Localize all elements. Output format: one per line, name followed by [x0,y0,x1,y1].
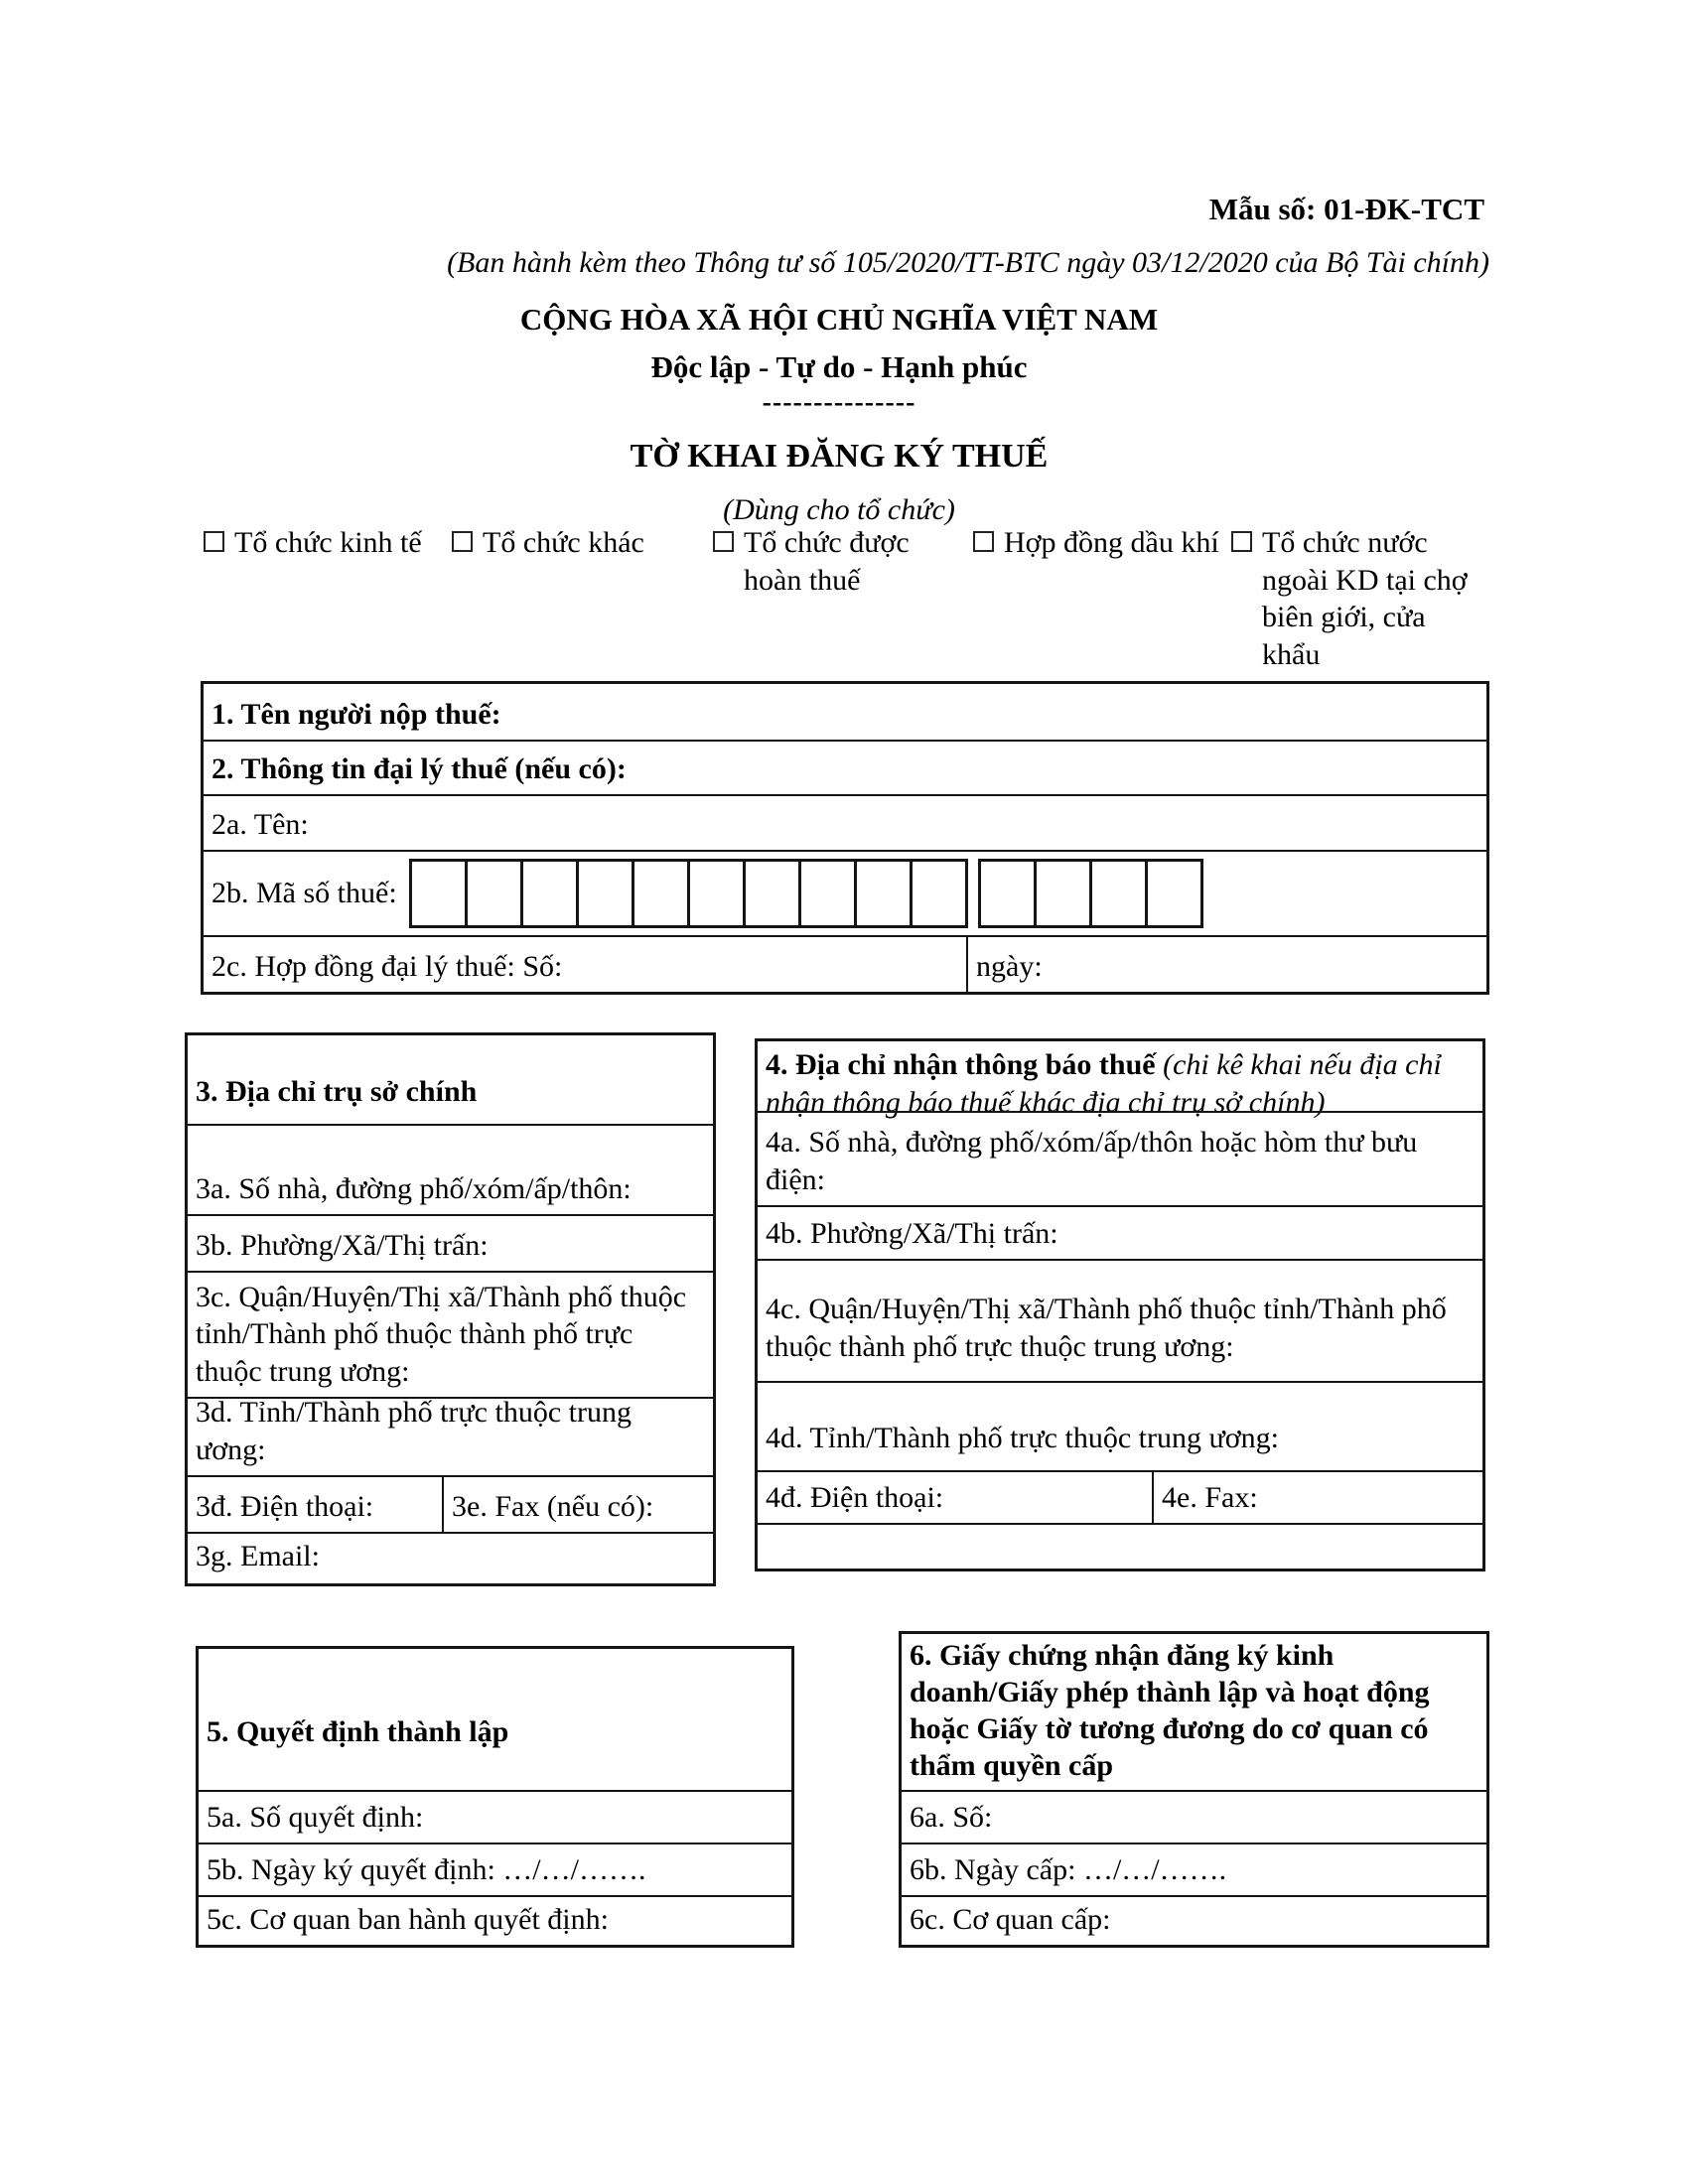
entity-option-label: Tổ chức khác [483,526,644,559]
tax-code-digit-box[interactable] [1089,859,1148,928]
tax-code-digit-box[interactable] [409,859,468,928]
agent-name-label: 2a. Tên: [211,807,309,841]
section4-title: 4. Địa chỉ nhận thông báo thuế [766,1048,1156,1081]
motto-line2: Độc lập - Tự do - Hạnh phúc [650,348,1028,384]
table-row [204,935,1486,992]
agent-info-label: 2. Thông tin đại lý thuế (nếu có): [211,751,627,785]
checkbox-to-chuc-kinh-te[interactable] [204,531,224,552]
section5-date-label: 5b. Ngày ký quyết định: …/…/……. [207,1852,646,1886]
table-row [204,850,1486,935]
table-row [204,740,1486,794]
form-subtitle: (Dùng cho tổ chức) [723,493,955,526]
tax-code-digit-box[interactable] [576,859,634,928]
entity-option-kinh-te [204,524,447,562]
checkbox-to-chuc-duoc-hoan-thue[interactable] [713,531,734,552]
taxpayer-name-row [204,684,1486,740]
section3-district-row[interactable] [188,1273,713,1397]
table-row [902,1843,1486,1895]
form-number: Mẫu số: 01-ĐK-TCT [1208,192,1484,226]
table-row [188,1214,713,1271]
checkbox-to-chuc-nuoc-ngoai[interactable] [1231,531,1252,552]
tax-code-digit-box[interactable] [687,859,746,928]
table-notice-address [755,1038,1485,1571]
taxpayer-name-label: 1. Tên người nộp thuế: [211,697,501,731]
table-row [902,1790,1486,1843]
section4-street-label: 4a. Số nhà, đường phố/xóm/ấp/thôn hoặc hòm thư bưu điện: [766,1126,1418,1196]
section4-district-row[interactable] [758,1261,1482,1381]
agent-name-row[interactable] [204,796,1486,850]
entity-option-dau-khi [973,524,1226,562]
table-row [758,1523,1482,1536]
agent-contract-label: 2c. Hợp đồng đại lý thuế: Số: [211,949,563,983]
section6-header [902,1634,1486,1790]
table-row [758,1111,1482,1205]
section6-title: 6. Giấy chứng nhận đăng ký kinh doanh/Giấy phép thành lập và hoạt động hoặc Giấy tờ tương đương do cơ quan có thẩm quyền cấp [910,1639,1430,1782]
section6-date-label: 6b. Ngày cấp: …/…/……. [910,1852,1227,1886]
table-business-certificate [899,1631,1489,1948]
tax-code-box-group-1 [409,859,968,928]
tax-code-digit-box[interactable] [978,859,1037,928]
section3-fax-label: 3e. Fax (nếu có): [452,1489,654,1523]
entity-option-label: Tổ chức nước ngoài KD tại chợ biên giới, cửa khẩu [1262,526,1468,671]
section5-issuer-row[interactable] [199,1897,791,1946]
section3-title: 3. Địa chỉ trụ sở chính [196,1074,478,1108]
section4-street-row[interactable] [758,1113,1482,1205]
checkbox-to-chuc-khac[interactable] [452,531,473,552]
entity-option-hoan-thue [713,524,926,599]
agent-contract-date-cell[interactable] [966,937,1486,992]
table-row [758,1041,1482,1119]
table-establishment-decision [196,1646,794,1948]
table-row [204,684,1486,740]
section5-date-row[interactable] [199,1844,791,1895]
table-row [758,1205,1482,1259]
section3-phone-label: 3đ. Điện thoại: [196,1489,374,1523]
entity-option-label: Hợp đồng dầu khí [1004,526,1219,559]
tax-code-digit-box[interactable] [910,859,968,928]
section6-number-row[interactable] [902,1792,1486,1843]
section3-header [188,1035,713,1124]
section4-ward-row[interactable] [758,1207,1482,1259]
section4-fax-label: 4e. Fax: [1162,1480,1258,1514]
section4-phone-label: 4đ. Điện thoại: [766,1480,944,1514]
table-row [199,1649,791,1790]
agent-tax-code-row [204,852,1486,935]
table-row [188,1397,713,1475]
section3-ward-label: 3b. Phường/Xã/Thị trấn: [196,1228,489,1262]
section5-number-row[interactable] [199,1792,791,1843]
entity-option-label: Tổ chức kinh tế [234,526,422,559]
table-row [902,1634,1486,1790]
table-row [188,1532,713,1582]
section5-header [199,1649,791,1790]
section3-email-label: 3g. Email: [196,1540,320,1572]
section4-district-label: 4c. Quận/Huyện/Thị xã/Thành phố thuộc tỉnh/Thành phố thuộc thành phố trực thuộc trung ương: [766,1293,1447,1363]
motto-divider: --------------- [762,386,916,418]
entity-option-khac [452,524,690,562]
entity-option-nuoc-ngoai [1231,524,1491,673]
section6-date-row[interactable] [902,1844,1486,1895]
tax-code-digit-box[interactable] [520,859,579,928]
section6-issuer-row[interactable] [902,1897,1486,1946]
section4-header [758,1041,1482,1119]
section3-province-row[interactable] [188,1396,713,1475]
table-row [758,1470,1482,1523]
tax-code-box-strip[interactable] [409,859,1203,928]
section4-province-label: 4d. Tỉnh/Thành phố trực thuộc trung ương: [766,1421,1279,1454]
table-row [188,1035,713,1124]
agent-contract-date-label: ngày: [976,949,1043,983]
section3-province-label: 3d. Tỉnh/Thành phố trực thuộc trung ương: [196,1396,632,1466]
table-row [758,1259,1482,1381]
section3-email-row[interactable] [188,1534,713,1582]
tax-code-digit-box[interactable] [1145,859,1203,928]
section3-ward-row[interactable] [188,1216,713,1271]
agent-contract-number-cell[interactable] [204,937,966,992]
section6-issuer-label: 6c. Cơ quan cấp: [910,1903,1111,1936]
checkbox-hop-dong-dau-khi[interactable] [973,531,994,552]
section4-ward-label: 4b. Phường/Xã/Thị trấn: [766,1216,1058,1250]
section3-street-row[interactable] [188,1126,713,1214]
entity-option-label: Tổ chức được hoàn thuế [744,526,910,597]
section5-issuer-label: 5c. Cơ quan ban hành quyết định: [207,1903,609,1936]
motto-line1: CỘNG HÒA XÃ HỘI CHỦ NGHĨA VIỆT NAM [519,302,1159,337]
table-row [902,1895,1486,1946]
section4-empty-row [758,1525,1482,1536]
section3-phone-cell[interactable] [188,1477,442,1532]
table-row [204,794,1486,850]
agent-info-row [204,742,1486,794]
form-title: TỜ KHAI ĐĂNG KÝ THUẾ [630,437,1049,475]
section3-district-label: 3c. Quận/Huyện/Thị xã/Thành phố thuộc tỉnh/Thành phố thuộc thành phố trực thuộc trung ương: [196,1280,687,1388]
section4-title-note: (chi kê khai nếu địa chỉ nhận thông báo thuế khác địa chỉ trụ sở chính) [766,1048,1442,1119]
table-taxpayer-and-agent [201,681,1489,995]
issuance-note: (Ban hành kèm theo Thông tư số 105/2020/TT-BTC ngày 03/12/2020 của Bộ Tài chính) [447,246,1489,279]
tax-code-digit-box[interactable] [798,859,857,928]
section4-province-row[interactable] [758,1383,1482,1470]
tax-code-digit-box[interactable] [632,859,690,928]
table-row [199,1843,791,1895]
tax-code-digit-box[interactable] [465,859,523,928]
table-row [188,1124,713,1214]
section3-street-label: 3a. Số nhà, đường phố/xóm/ấp/thôn: [196,1171,632,1205]
national-header [0,301,1678,529]
tax-code-digit-box[interactable] [743,859,801,928]
section3-fax-cell[interactable] [442,1477,713,1532]
section6-number-label: 6a. Số: [910,1800,993,1834]
agent-tax-code-label: 2b. Mã số thuế: [211,877,397,910]
table-row [758,1381,1482,1470]
table-row [188,1271,713,1397]
table-row [188,1475,713,1532]
table-head-office-address [185,1032,716,1586]
section5-number-label: 5a. Số quyết định: [207,1800,424,1834]
table-row [199,1790,791,1843]
section4-fax-cell[interactable] [1152,1472,1482,1523]
section4-phone-cell[interactable] [758,1472,1152,1523]
tax-code-digit-box[interactable] [854,859,913,928]
section5-title: 5. Quyết định thành lập [207,1714,509,1748]
tax-code-box-group-2 [978,859,1203,928]
tax-code-digit-box[interactable] [1034,859,1092,928]
table-row [199,1895,791,1946]
